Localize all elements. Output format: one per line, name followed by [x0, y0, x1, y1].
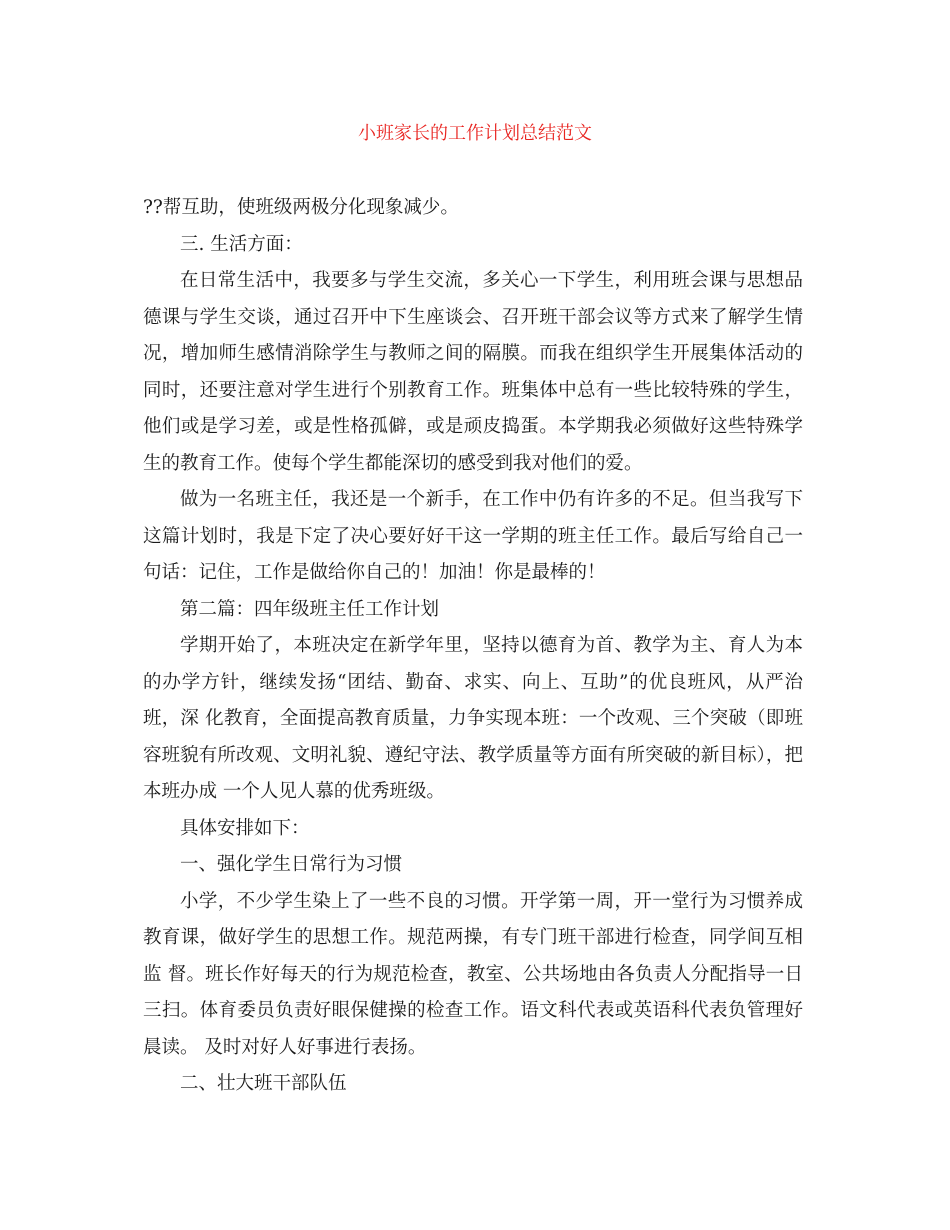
- paragraph: 学期开始了，本班决定在新学年里，坚持以德育为首、教学为主、育人为本的办学方针，继续发扬“团结、勤奋、求实、向上、互助”的优良班风，从严治班，深 化教育，全面提高教育质量，力争实现本班：一个改观、三个突破（即班容班貌有所改观、文明礼貌、遵纪守法、教学质量等方面有所突破的新目标），把本班办成 一个人见人慕的优秀班级。: [143, 635, 803, 802]
- paragraph: ??帮互助，使班级两极分化现象减少。: [143, 197, 459, 218]
- section-heading: 一、强化学生日常行为习惯: [180, 854, 403, 875]
- paragraph: 在日常生活中，我要多与学生交流，多关心一下学生，利用班会课与思想品德课与学生交谈，通过召开中下生座谈会、召开班干部会议等方式来了解学生情况，增加师生感情消除学生与教师之间的隔膜。而我在组织学生开展集体活动的同时，还要注意对学生进行个别教育工作。班集体中总有一些比较特殊的学生，他们或是学习差，或是性格孤僻，或是顽皮捣蛋。本学期我必须做好这些特殊学生的教育工作。使每个学生都能深切的感受到我对他们的爱。: [143, 270, 803, 474]
- paragraph: 具体安排如下：: [180, 817, 310, 839]
- document-body: [143, 190, 803, 1103]
- section-heading: 第二篇：四年级班主任工作计划: [180, 598, 440, 620]
- document-title: 小班家长的工作计划总结范文: [358, 123, 592, 144]
- section-heading: 三. 生活方面：: [180, 233, 303, 255]
- paragraph: 做为一名班主任，我还是一个新手，在工作中仍有许多的不足。但当我写下这篇计划时，我是下定了决心要好好干这一学期的班主任工作。最后写给自己一句话：记住，工作是做给你自己的！加油！你是最棒的！: [143, 489, 803, 583]
- paragraph: 小学，不少学生染上了一些不良的习惯。开学第一周，开一堂行为习惯养成教育课，做好学生的思想工作。规范两操，有专门班干部进行检查，同学间互相监 督。班长作好每天的行为规范检查，教室、公共场地由各负责人分配指导一日三扫。体育委员负责好眼保健操的检查工作。语文科代表或英语科代表负管理好晨读。 及时对好人好事进行表扬。: [143, 890, 803, 1058]
- section-heading: 二、壮大班干部队伍: [180, 1073, 347, 1094]
